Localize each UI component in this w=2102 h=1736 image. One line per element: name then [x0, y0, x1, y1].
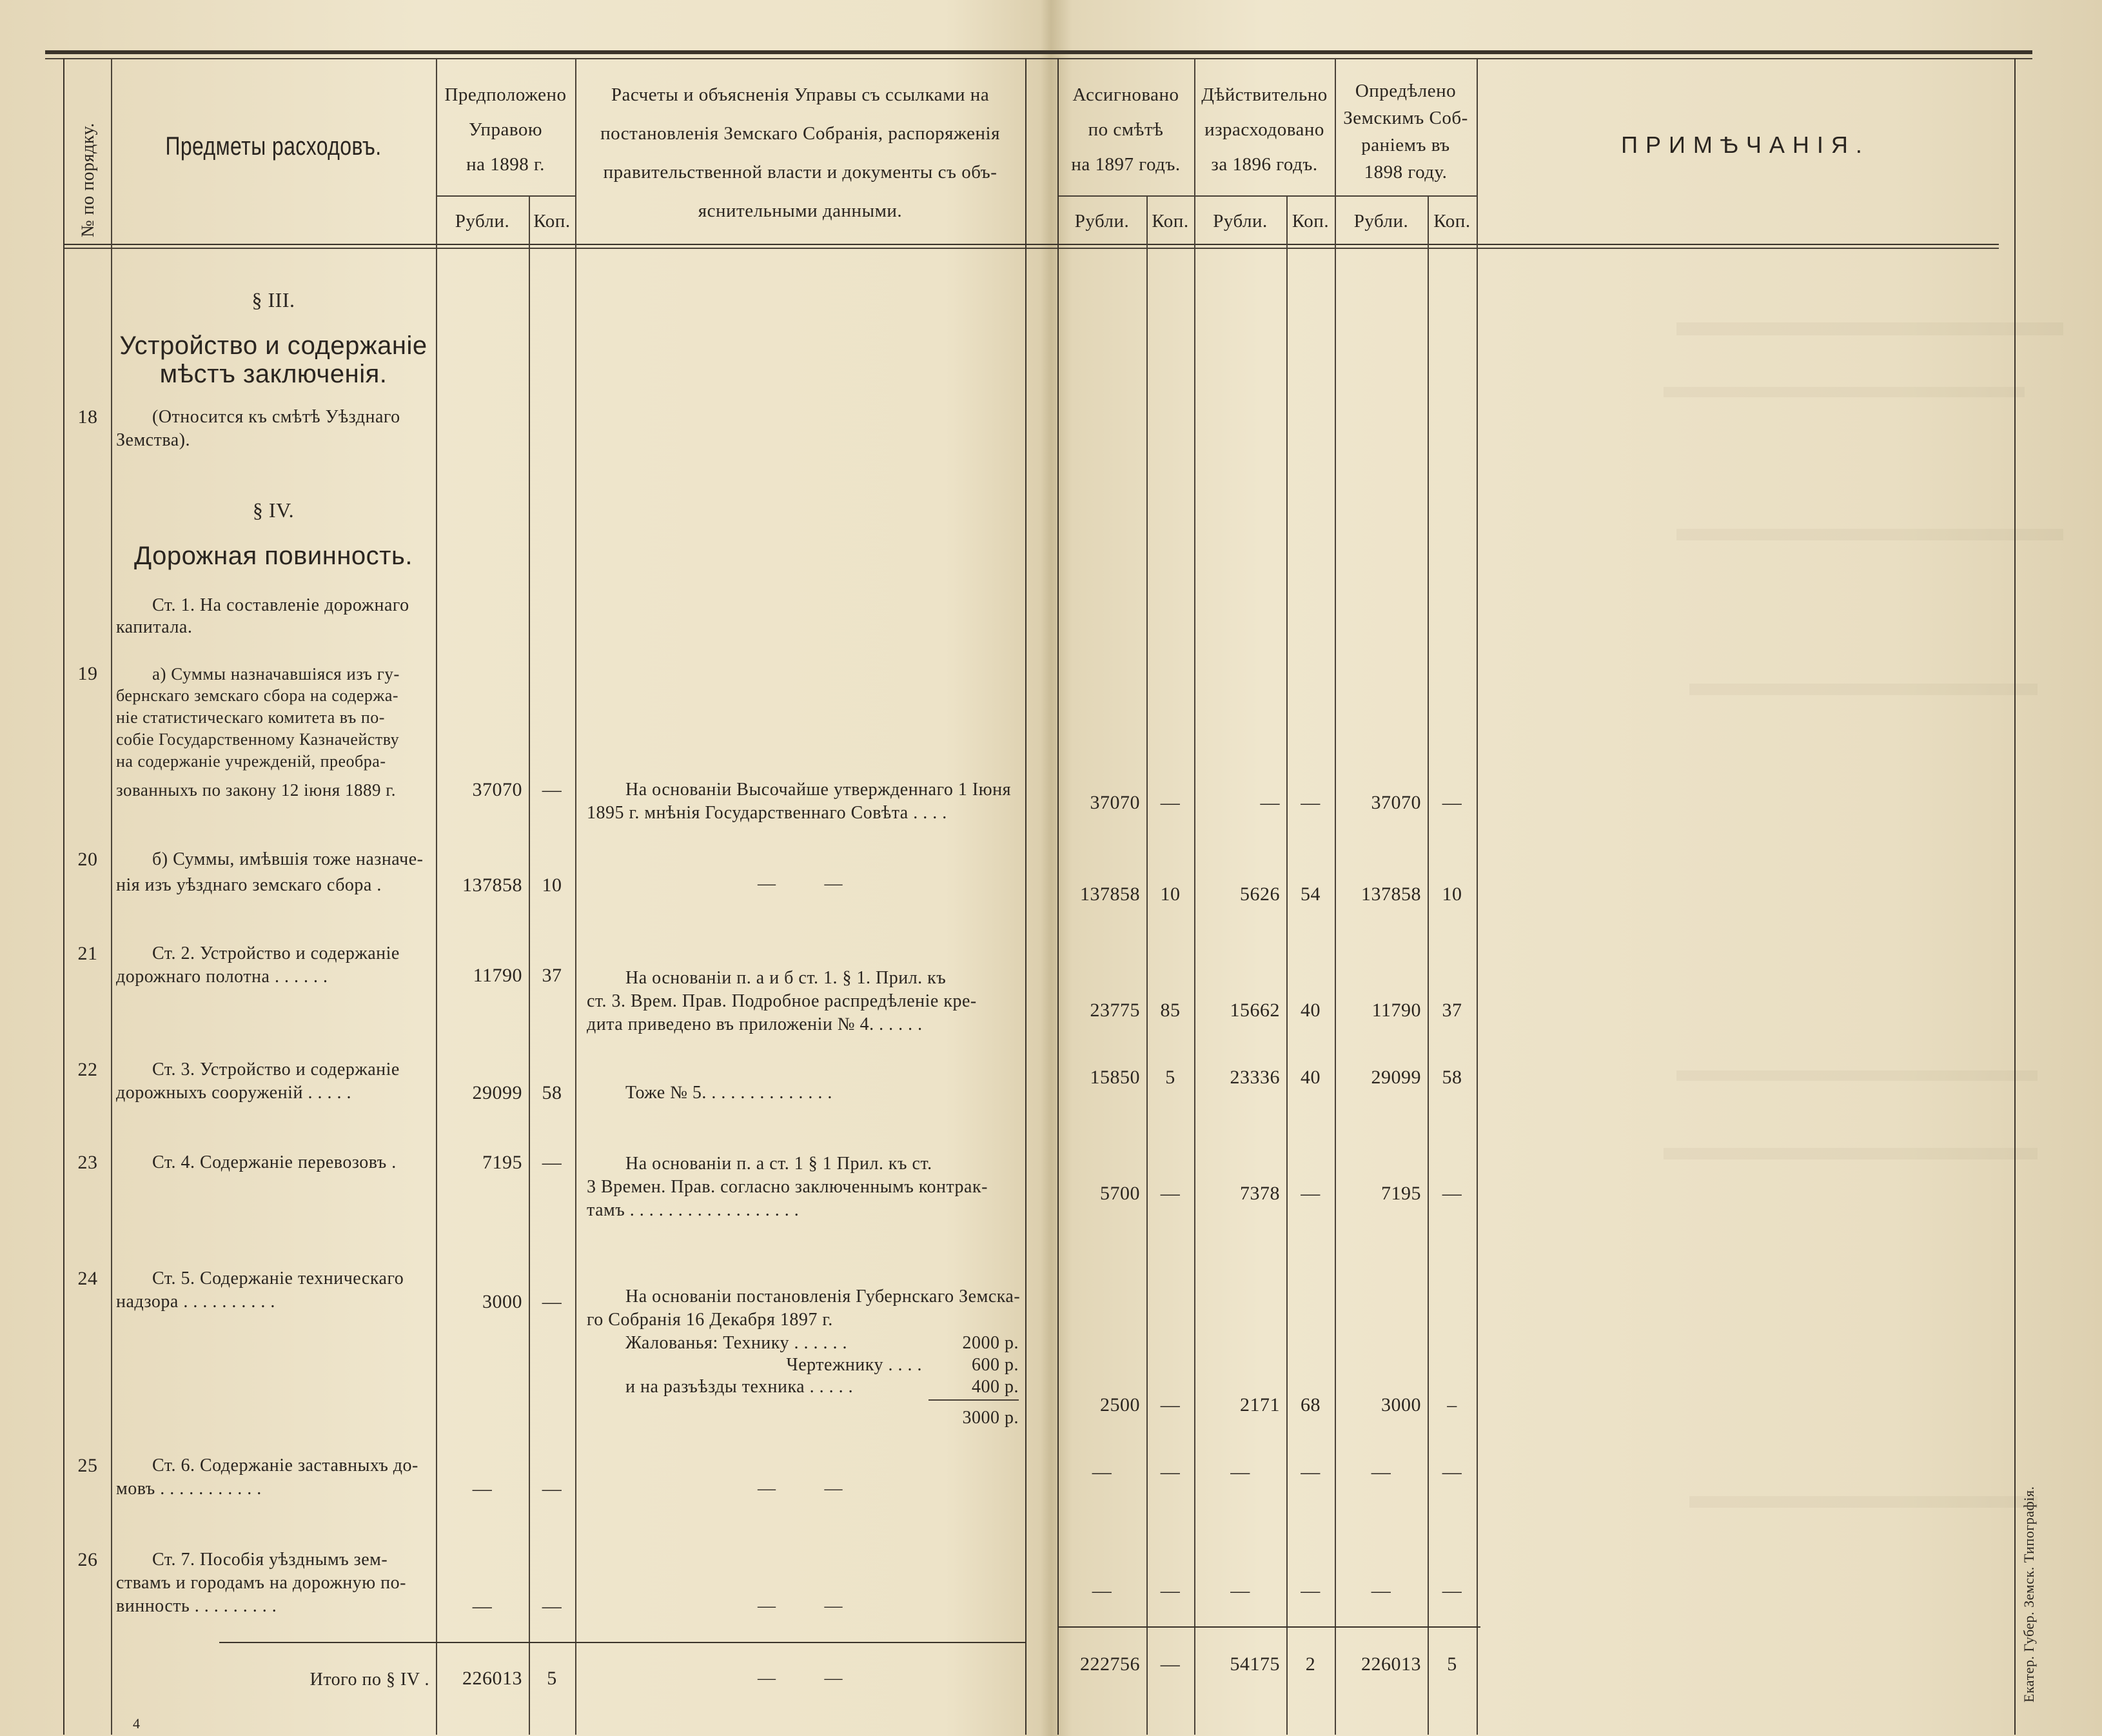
assigned-kop: 10	[1160, 883, 1181, 905]
explain-text: дита приведено въ приложеніи № 4. . . . . .	[587, 1014, 923, 1034]
header-explain-l1: Расчеты и объясненія Управы съ ссылками на	[611, 84, 990, 105]
header-proposed-l3: на 1898 г.	[466, 154, 545, 175]
actual-rub: —	[1230, 1461, 1250, 1483]
row-item-text: (Относится къ смѣтѣ Уѣзднаго	[152, 407, 400, 427]
explain-text: го Собранія 16 Декабря 1897 г.	[587, 1310, 833, 1330]
row-item-text: Земства).	[116, 430, 190, 450]
header-rub: Рубли.	[1213, 211, 1268, 232]
assigned-rub: —	[1092, 1461, 1112, 1483]
assigned-kop: 5	[1165, 1067, 1175, 1088]
proposed-kop: —	[542, 779, 562, 800]
subheader-rule-right	[1057, 195, 1477, 197]
row-item-text: ствамъ и городамъ на дорожную по-	[116, 1573, 406, 1593]
row-number: 24	[77, 1268, 98, 1289]
defined-rub: 137858	[1361, 883, 1421, 905]
header-rownum: № по порядку.	[78, 123, 98, 237]
header-explain-l2: постановленія Земскаго Собранія, распоряженія	[600, 123, 1000, 144]
defined-rub: 7195	[1381, 1183, 1421, 1204]
total-rule-left	[219, 1642, 1025, 1643]
defined-rub: —	[1371, 1580, 1391, 1601]
header-actual-l1: Дѣйствительно	[1201, 84, 1328, 105]
row-item-text: а) Суммы назначавшіяся изъ гу-	[152, 664, 400, 684]
assigned-rub: 2500	[1100, 1394, 1140, 1415]
header-rub: Рубли.	[1074, 211, 1130, 232]
defined-kop: 37	[1442, 1000, 1462, 1021]
proposed-rub: 11790	[473, 965, 522, 986]
actual-rub: —	[1260, 792, 1280, 813]
defined-kop: 58	[1442, 1067, 1462, 1088]
header-notes: ПРИМѢЧАНІЯ.	[1621, 132, 1870, 158]
actual-rub: —	[1230, 1580, 1250, 1601]
header-actual-l3: за 1896 годъ.	[1211, 154, 1318, 175]
defined-rub: 3000	[1381, 1394, 1421, 1415]
proposed-rub: —	[472, 1595, 493, 1617]
total-proposed-rub: 226013	[462, 1668, 522, 1689]
subheader-rule-left	[436, 195, 575, 197]
proposed-rub: 29099	[472, 1082, 522, 1103]
row-item-text: Ст. 2. Устройство и содержаніе	[152, 943, 400, 963]
header-defined-l1: Опредѣлено	[1355, 81, 1457, 101]
row-number: 22	[77, 1059, 98, 1080]
header-kop: Коп.	[533, 211, 571, 232]
page-number: 4	[133, 1715, 141, 1731]
header-proposed-l2: Управою	[468, 119, 543, 140]
travel-value: 400 р.	[972, 1377, 1019, 1397]
row-item-text: Ст. 5. Содержаніе техническаго	[152, 1268, 404, 1288]
explain-text: — —	[758, 1596, 843, 1616]
article-1-l1: Ст. 1. На составленіе дорожнаго	[152, 595, 409, 615]
actual-rub: 2171	[1240, 1394, 1280, 1415]
row-item-text: винность . . . . . . . . .	[116, 1596, 277, 1616]
row-item-text: Ст. 7. Пособія уѣзднымъ зем-	[152, 1550, 388, 1570]
defined-rub: 11790	[1371, 1000, 1421, 1021]
total-defined-rub: 226013	[1361, 1653, 1421, 1675]
header-defined-l3: раніемъ въ	[1361, 135, 1450, 155]
section-3-number: § III.	[251, 288, 295, 311]
actual-kop: 54	[1301, 883, 1321, 905]
header-assigned-l3: на 1897 годъ.	[1071, 154, 1181, 175]
actual-kop: —	[1301, 792, 1321, 813]
actual-kop: —	[1301, 1461, 1321, 1483]
col-rule-gutter-left	[1025, 58, 1026, 1735]
explain-text: 3 Времен. Прав. согласно заключеннымъ контрак-	[587, 1177, 988, 1197]
total-proposed-kop: 5	[547, 1668, 557, 1689]
assigned-kop: —	[1160, 1461, 1181, 1483]
proposed-rub: 137858	[462, 874, 522, 896]
actual-rub: 5626	[1240, 883, 1280, 905]
col-rule-actual-kop	[1286, 195, 1288, 1735]
explain-text: тамъ . . . . . . . . . . . . . . . . . .	[587, 1200, 800, 1220]
printer-imprint: Екатер. Губер. Земск. Типографія.	[2021, 1486, 2037, 1702]
header-bottom-rule	[64, 244, 1999, 245]
assigned-kop: —	[1160, 1394, 1181, 1415]
total-assigned-kop: —	[1160, 1653, 1181, 1675]
row-item-text: дорожныхъ сооруженій . . . . .	[116, 1083, 351, 1103]
header-explain-l3: правительственной власти и документы съ объ-	[603, 162, 997, 182]
header-defined-l2: Земскимъ Соб-	[1343, 108, 1468, 128]
row-item-text: Ст. 4. Содержаніе перевозовъ .	[152, 1152, 397, 1172]
row-item-text: ніе статистическаго комитета въ по-	[116, 708, 385, 727]
explain-text: На основаніи постановленія Губернскаго Земска-	[625, 1287, 1021, 1307]
section-3-title-l1: Устройство и содержаніе	[119, 331, 427, 360]
defined-kop: –	[1447, 1394, 1457, 1415]
row-number: 25	[77, 1455, 98, 1476]
total-rule-right	[1057, 1626, 1480, 1628]
total-assigned-rub: 222756	[1080, 1653, 1140, 1675]
row-number: 20	[77, 849, 98, 870]
header-assigned-l1: Ассигновано	[1072, 84, 1179, 105]
proposed-kop: 10	[542, 874, 562, 896]
explain-text: ст. 3. Врем. Прав. Подробное распредѣленіе кре-	[587, 991, 977, 1011]
subtotal-rule	[928, 1399, 1019, 1401]
header-rub: Рубли.	[1353, 211, 1409, 232]
article-1-l2: капитала.	[116, 617, 193, 637]
row-number: 18	[77, 406, 98, 428]
top-rule	[45, 50, 2032, 54]
total-label: Итого по § IV .	[309, 1670, 429, 1690]
actual-kop: 40	[1301, 1067, 1321, 1088]
row-item-text: Ст. 3. Устройство и содержаніе	[152, 1060, 400, 1080]
header-bottom-rule-2	[64, 248, 1999, 249]
header-kop: Коп.	[1152, 211, 1189, 232]
header-explain-l4: яснительными данными.	[698, 201, 903, 221]
proposed-rub: 37070	[472, 779, 522, 800]
travel-label: и на разъѣзды техника . . . . .	[625, 1377, 854, 1397]
top-rule-thin	[45, 58, 2032, 59]
col-rule-assigned-kop	[1146, 195, 1148, 1735]
explain-text: — —	[758, 1479, 843, 1499]
assigned-rub: 5700	[1100, 1183, 1140, 1204]
total-defined-kop: 5	[1447, 1653, 1457, 1675]
salary-label: Жалованья: Технику . . . . . .	[625, 1333, 847, 1353]
assigned-rub: 137858	[1080, 883, 1140, 905]
assigned-kop: 85	[1160, 1000, 1181, 1021]
assigned-kop: —	[1160, 1183, 1181, 1204]
assigned-kop: —	[1160, 792, 1181, 813]
actual-kop: —	[1301, 1580, 1321, 1601]
proposed-kop: —	[542, 1595, 562, 1617]
total-actual-kop: 2	[1305, 1653, 1316, 1675]
header-defined-l4: 1898 году.	[1364, 162, 1448, 182]
section-4-number: § IV.	[252, 498, 295, 522]
draftsman-value: 600 р.	[972, 1355, 1019, 1375]
section-4-title: Дорожная повинность.	[134, 542, 413, 570]
row-item-text: надзора . . . . . . . . . .	[116, 1292, 275, 1312]
total-explain: — —	[758, 1668, 843, 1688]
col-rule-defined-kop	[1428, 195, 1429, 1735]
total-actual-rub: 54175	[1230, 1653, 1280, 1675]
defined-rub: 29099	[1371, 1067, 1421, 1088]
explain-text: На основаніи п. а и б ст. 1. § 1. Прил. къ	[625, 968, 947, 988]
proposed-rub: 7195	[482, 1152, 522, 1173]
explain-text: Тоже № 5. . . . . . . . . . . . . .	[625, 1083, 832, 1103]
row-item-text: б) Суммы, имѣвшія тоже назначе-	[152, 849, 424, 869]
actual-kop: 40	[1301, 1000, 1321, 1021]
actual-rub: 23336	[1230, 1067, 1280, 1088]
row-item-text: мовъ . . . . . . . . . . .	[116, 1479, 262, 1499]
actual-rub: 7378	[1240, 1183, 1280, 1204]
explain-text: На основаніи Высочайше утвержденнаго 1 Іюня	[625, 780, 1011, 800]
defined-kop: —	[1442, 1580, 1462, 1601]
actual-kop: 68	[1301, 1394, 1321, 1415]
header-assigned-l2: по смѣтѣ	[1088, 119, 1164, 140]
row-item-text: нія изъ уѣзднаго земскаго сбора .	[116, 875, 382, 895]
row-number: 23	[77, 1152, 98, 1173]
header-kop: Коп.	[1292, 211, 1330, 232]
explain-text: На основаніи п. а ст. 1 § 1 Прил. къ ст.	[625, 1154, 932, 1174]
col-left-edge	[63, 58, 64, 1735]
defined-kop: —	[1442, 792, 1462, 813]
header-actual-l2: израсходовано	[1204, 119, 1324, 140]
explain-text: 1895 г. мнѣнія Государственнаго Совѣта . . . .	[587, 803, 947, 823]
row-item-text: зованныхъ по закону 12 іюня 1889 г.	[116, 780, 396, 800]
defined-kop: 10	[1442, 883, 1462, 905]
subtotal-value: 3000 р.	[962, 1408, 1019, 1428]
row-number: 19	[77, 663, 98, 684]
proposed-rub: —	[472, 1478, 493, 1499]
defined-rub: 37070	[1371, 792, 1421, 813]
assigned-rub: —	[1092, 1580, 1112, 1601]
defined-kop: —	[1442, 1461, 1462, 1483]
row-item-text: собіе Государственному Казначейству	[116, 730, 400, 749]
defined-rub: —	[1371, 1461, 1391, 1483]
assigned-rub: 15850	[1090, 1067, 1140, 1088]
assigned-rub: 23775	[1090, 1000, 1140, 1021]
header-items: Предметы расходовъ.	[165, 132, 382, 161]
header-proposed-l1: Предположено	[444, 84, 567, 105]
actual-kop: —	[1301, 1183, 1321, 1204]
salary-value: 2000 р.	[962, 1333, 1019, 1353]
proposed-rub: 3000	[482, 1291, 522, 1312]
proposed-kop: —	[542, 1478, 562, 1499]
col-rule-notes	[1477, 58, 1478, 1735]
actual-rub: 15662	[1230, 1000, 1280, 1021]
row-item-text: дорожнаго полотна . . . . . .	[116, 967, 328, 987]
proposed-kop: 58	[542, 1082, 562, 1103]
row-item-text: Ст. 6. Содержаніе заставныхъ до-	[152, 1455, 418, 1475]
assigned-kop: —	[1160, 1580, 1181, 1601]
header-rub: Рубли.	[455, 211, 510, 232]
proposed-kop: —	[542, 1291, 562, 1312]
col-right-edge	[2014, 58, 2016, 1735]
row-number: 26	[77, 1549, 98, 1570]
draftsman-label: Чертежнику . . . .	[786, 1355, 922, 1375]
row-item-text: бернскаго земскаго сбора на содержа-	[116, 686, 399, 705]
row-number: 21	[77, 943, 98, 964]
defined-kop: —	[1442, 1183, 1462, 1204]
explain-text: — —	[758, 874, 843, 894]
row-item-text: на содержаніе учрежденій, преобра-	[116, 752, 386, 771]
proposed-kop: —	[542, 1152, 562, 1173]
header-kop: Коп.	[1433, 211, 1471, 232]
proposed-kop: 37	[542, 965, 562, 986]
section-3-title-l2: мѣстъ заключенія.	[159, 360, 388, 388]
assigned-rub: 37070	[1090, 792, 1140, 813]
